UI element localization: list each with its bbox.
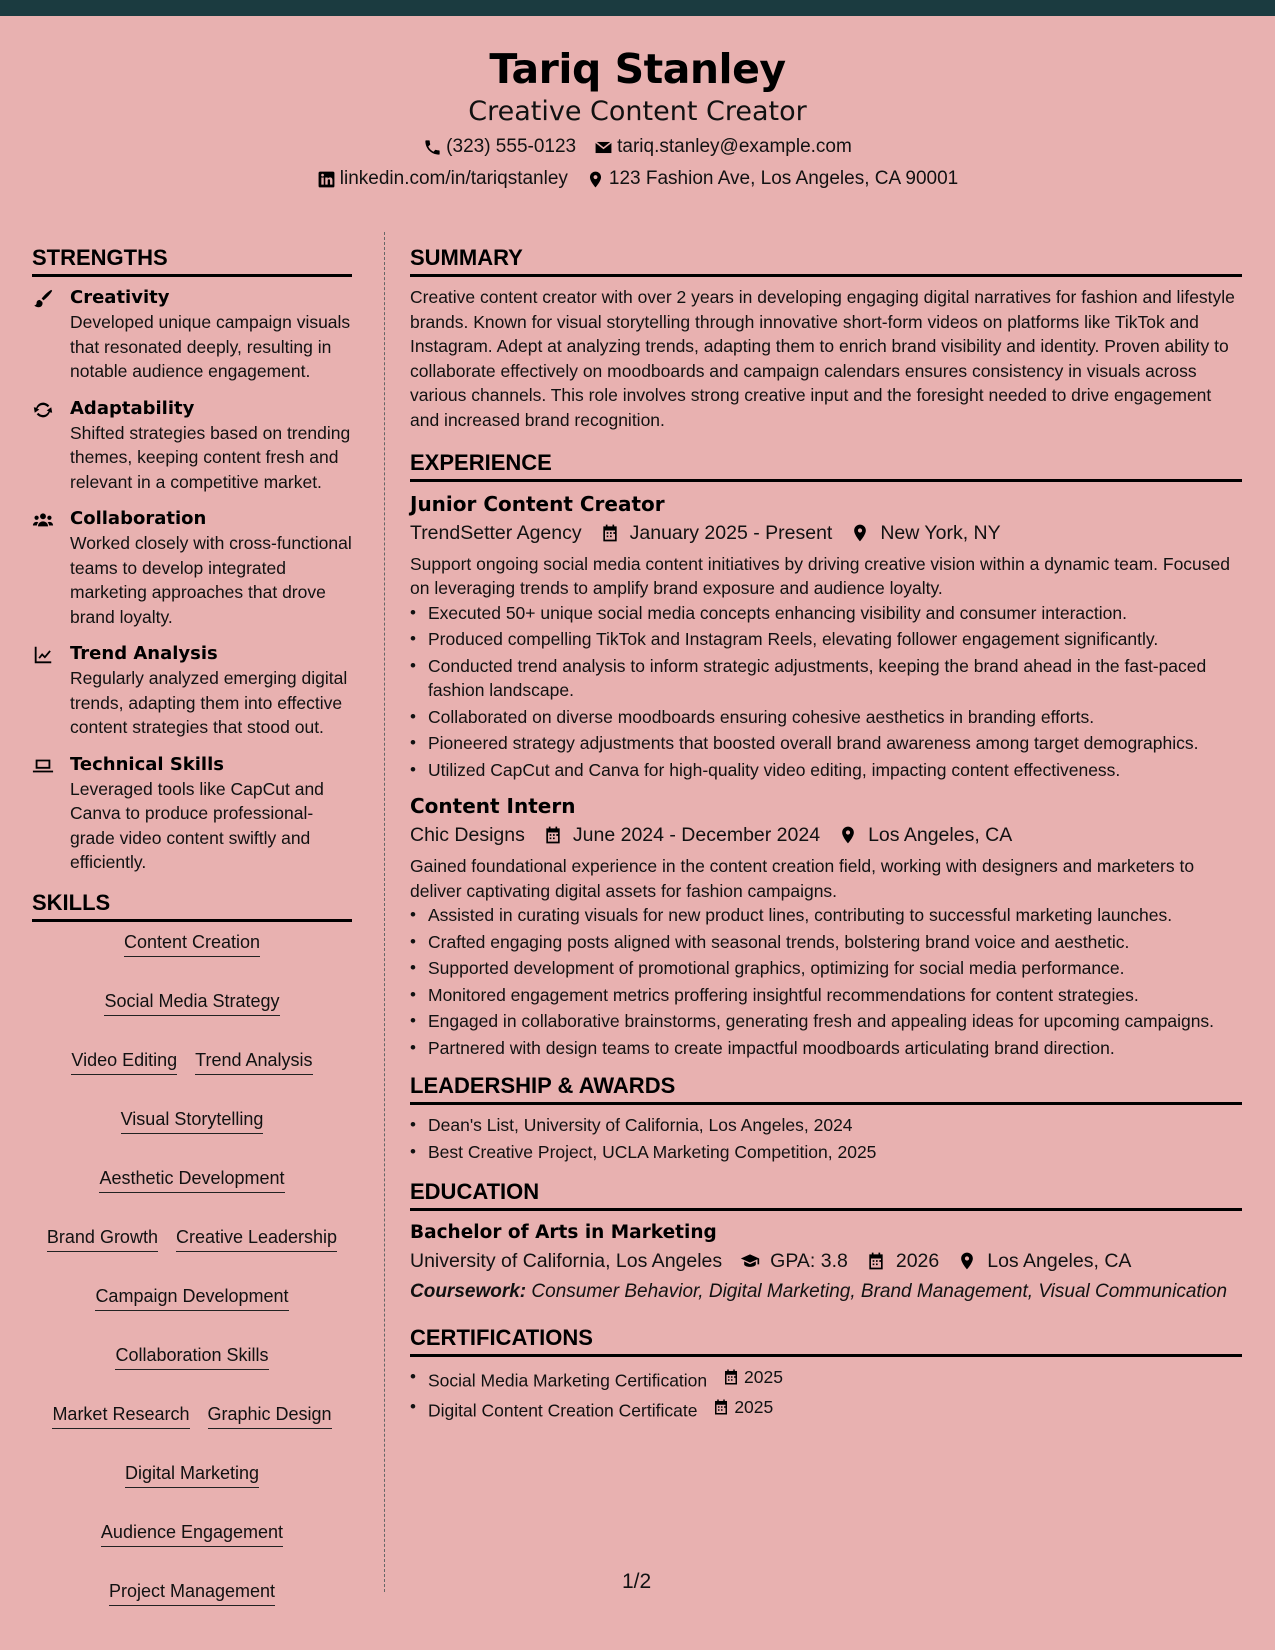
left-column bbox=[32, 244, 352, 1606]
contact-address bbox=[586, 166, 958, 192]
skill-tag: Graphic Design bbox=[208, 1402, 332, 1429]
list-item: • Monitored engagement metrics proffering insightful recommendations for content strategies. bbox=[410, 983, 1242, 1008]
list-item: • Pioneered strategy adjustments that boosted overall brand awareness among target demographics. bbox=[410, 731, 1242, 756]
job-bullets bbox=[410, 903, 1242, 1060]
skill-tag: Video Editing bbox=[71, 1048, 177, 1075]
contact-linkedin[interactable] bbox=[317, 166, 568, 192]
phone-text: (323) 555-0123 bbox=[446, 136, 577, 157]
job-entry bbox=[410, 792, 1242, 1060]
job-meta bbox=[410, 820, 1242, 850]
graduation-year: 2026 bbox=[895, 1250, 940, 1273]
degree-title: Bachelor of Arts in Marketing bbox=[410, 1222, 717, 1244]
summary-heading: SUMMARY bbox=[410, 244, 1242, 277]
laptop-icon bbox=[32, 755, 54, 777]
list-item: • Utilized CapCut and Canva for high-quality video editing, impacting content effectiveness. bbox=[410, 758, 1242, 783]
list-item: • Produced compelling TikTok and Instagram Reels, elevating follower engagement significantly. bbox=[410, 627, 1242, 652]
job-location: New York, NY bbox=[880, 521, 1001, 544]
graduation-cap-icon bbox=[740, 1251, 760, 1271]
paintbrush-icon bbox=[32, 288, 54, 310]
skill-tag: Collaboration Skills bbox=[115, 1343, 268, 1370]
strength-item bbox=[32, 641, 352, 740]
calendar-icon bbox=[712, 1398, 730, 1416]
users-icon bbox=[32, 509, 54, 531]
strength-desc: Leveraged tools like CapCut and Canva to produce professional-grade video content swiftly and efficiently. bbox=[70, 778, 324, 872]
skill-tag: Trend Analysis bbox=[195, 1048, 312, 1075]
skill-tag: Content Creation bbox=[124, 930, 260, 957]
job-bullets bbox=[410, 601, 1242, 783]
contact-row-2 bbox=[0, 166, 1275, 192]
job-meta bbox=[410, 518, 1242, 548]
skill-tag: Visual Storytelling bbox=[121, 1107, 264, 1134]
chart-line-icon bbox=[32, 644, 54, 666]
cert-name: Digital Content Creation Certificate bbox=[428, 1400, 698, 1421]
list-item: • Partnered with design teams to create impactful moodboards articulating brand direction. bbox=[410, 1036, 1242, 1061]
resume-header bbox=[0, 44, 1275, 192]
strengths-heading: STRENGTHS bbox=[32, 244, 352, 277]
skill-tag: Market Research bbox=[52, 1402, 189, 1429]
email-text: tariq.stanley@example.com bbox=[617, 136, 852, 157]
list-item: • Crafted engaging posts aligned with seasonal trends, bolstering brand voice and aesthetic. bbox=[410, 930, 1242, 955]
strength-title: Adaptability bbox=[70, 397, 195, 419]
skill-tag: Social Media Strategy bbox=[104, 989, 279, 1016]
education-meta bbox=[410, 1246, 1242, 1276]
strength-title: Trend Analysis bbox=[70, 643, 218, 664]
candidate-role: Creative Content Creator bbox=[468, 96, 807, 127]
skills-heading: SKILLS bbox=[32, 889, 352, 922]
experience-heading: EXPERIENCE bbox=[410, 449, 1242, 482]
job-title: Content Intern bbox=[410, 794, 576, 819]
job-dates: January 2025 - Present bbox=[629, 521, 833, 544]
list-item bbox=[410, 1365, 1242, 1393]
contact-email[interactable] bbox=[594, 134, 852, 160]
strength-item bbox=[32, 285, 352, 384]
strength-desc: Worked closely with cross-functional teams to develop integrated marketing approaches that drove brand loyalty. bbox=[70, 533, 352, 627]
linkedin-text: linkedin.com/in/tariqstanley bbox=[339, 168, 568, 189]
list-item: • Dean's List, University of California, Los Angeles, 2024 bbox=[410, 1113, 1242, 1138]
job-company: TrendSetter Agency bbox=[410, 521, 582, 544]
strength-item bbox=[32, 506, 352, 629]
gpa: GPA: 3.8 bbox=[770, 1250, 848, 1273]
column-divider bbox=[384, 232, 385, 1592]
job-entry bbox=[410, 490, 1242, 783]
certifications-heading: CERTIFICATIONS bbox=[410, 1324, 1242, 1357]
strength-item bbox=[32, 752, 352, 875]
strength-desc: Developed unique campaign visuals that resonated deeply, resulting in notable audience engagement. bbox=[70, 312, 351, 381]
job-location: Los Angeles, CA bbox=[868, 824, 1013, 847]
top-accent-bar bbox=[0, 0, 1275, 16]
cert-year: 2025 bbox=[744, 1367, 783, 1388]
contact-phone[interactable] bbox=[423, 134, 576, 160]
school-name: University of California, Los Angeles bbox=[410, 1250, 723, 1273]
skill-tag: Brand Growth bbox=[47, 1225, 158, 1252]
list-item: • Executed 50+ unique social media concepts enhancing visibility and consumer interaction. bbox=[410, 601, 1242, 626]
skill-tag: Creative Leadership bbox=[176, 1225, 337, 1252]
list-item: • Supported development of promotional graphics, optimizing for social media performance. bbox=[410, 956, 1242, 981]
strength-desc: Shifted strategies based on trending themes, keeping content fresh and relevant in a competitive market. bbox=[70, 422, 351, 492]
contact-row-1 bbox=[0, 134, 1275, 160]
education-heading: EDUCATION bbox=[410, 1178, 1242, 1211]
cert-year: 2025 bbox=[734, 1396, 774, 1417]
list-item bbox=[410, 1395, 1242, 1423]
job-description: Gained foundational experience in the content creation field, working with designers and marketers to deliver captivating digital assets for fashion campaigns. bbox=[410, 856, 1195, 901]
strength-item bbox=[32, 396, 352, 495]
map-pin-icon bbox=[586, 170, 605, 189]
calendar-icon bbox=[543, 825, 563, 845]
page-number: 1/2 bbox=[622, 1570, 652, 1593]
job-dates: June 2024 - December 2024 bbox=[572, 824, 821, 847]
calendar-icon bbox=[600, 523, 620, 543]
leadership-heading: LEADERSHIP & AWARDS bbox=[410, 1072, 1242, 1105]
refresh-icon bbox=[32, 399, 54, 421]
skill-tag: Aesthetic Development bbox=[99, 1166, 284, 1193]
phone-icon bbox=[423, 138, 442, 157]
map-pin-icon bbox=[838, 825, 858, 845]
list-item: • Assisted in curating visuals for new product lines, contributing to successful marketing launches. bbox=[410, 903, 1242, 928]
list-item: • Best Creative Project, UCLA Marketing Competition, 2025 bbox=[410, 1140, 1242, 1165]
job-company: Chic Designs bbox=[410, 824, 525, 847]
skill-tag: Audience Engagement bbox=[101, 1520, 283, 1547]
cert-name: Social Media Marketing Certification bbox=[428, 1370, 708, 1391]
skill-tag: Digital Marketing bbox=[125, 1461, 259, 1488]
strength-title: Technical Skills bbox=[70, 753, 224, 775]
address-text: 123 Fashion Ave, Los Angeles, CA 90001 bbox=[608, 168, 959, 189]
skill-tag: Campaign Development bbox=[95, 1284, 288, 1311]
school-location: Los Angeles, CA bbox=[987, 1250, 1132, 1273]
summary-text: Creative content creator with over 2 years in developing engaging digital narratives for fashion and lifestyle brands. Known for visual storytelling through innovative short-form videos on platforms like TikTok and Instagram. Adept at analyzing trends, adapting them to enrich brand visibility and identity. Proven ability to collaborate effectively on moodboards and campaign calendars ensures consistency in visuals across various channels. This role involves strong creative input and the foresight needed to drive engagement and increased brand recognition. bbox=[410, 287, 1235, 430]
job-title: Junior Content Creator bbox=[410, 491, 665, 516]
skills-list bbox=[32, 930, 352, 1606]
coursework-list: Consumer Behavior, Digital Marketing, Brand Management, Visual Communication bbox=[531, 1281, 1228, 1303]
map-pin-icon bbox=[850, 523, 870, 543]
list-item: • Engaged in collaborative brainstorms, generating fresh and appealing ideas for upcoming campaigns. bbox=[410, 1009, 1242, 1034]
candidate-name: Tariq Stanley bbox=[489, 45, 786, 93]
strength-desc: Regularly analyzed emerging digital trends, adapting them into effective content strategies that stood out. bbox=[70, 668, 348, 737]
linkedin-icon bbox=[317, 170, 336, 189]
skill-tag: Project Management bbox=[109, 1579, 275, 1606]
job-description: Support ongoing social media content initiatives by driving creative vision within a dynamic team. Focused on leveraging trends to amplify brand exposure and audience loyalty. bbox=[410, 553, 1231, 599]
map-pin-icon bbox=[957, 1251, 977, 1271]
strength-title: Collaboration bbox=[70, 508, 207, 529]
strength-title: Creativity bbox=[70, 287, 170, 308]
calendar-icon bbox=[722, 1368, 740, 1386]
certifications-list bbox=[410, 1365, 1242, 1423]
list-item: • Collaborated on diverse moodboards ensuring cohesive aesthetics in branding efforts. bbox=[410, 705, 1242, 730]
list-item: • Conducted trend analysis to inform strategic adjustments, keeping the brand ahead in the fast-paced fashion landscape. bbox=[410, 654, 1242, 703]
leadership-list bbox=[410, 1113, 1242, 1164]
coursework-label: Coursework: bbox=[410, 1281, 527, 1303]
envelope-icon bbox=[594, 138, 613, 157]
coursework bbox=[410, 1280, 1242, 1304]
calendar-icon bbox=[866, 1251, 886, 1271]
right-column bbox=[410, 244, 1242, 1429]
